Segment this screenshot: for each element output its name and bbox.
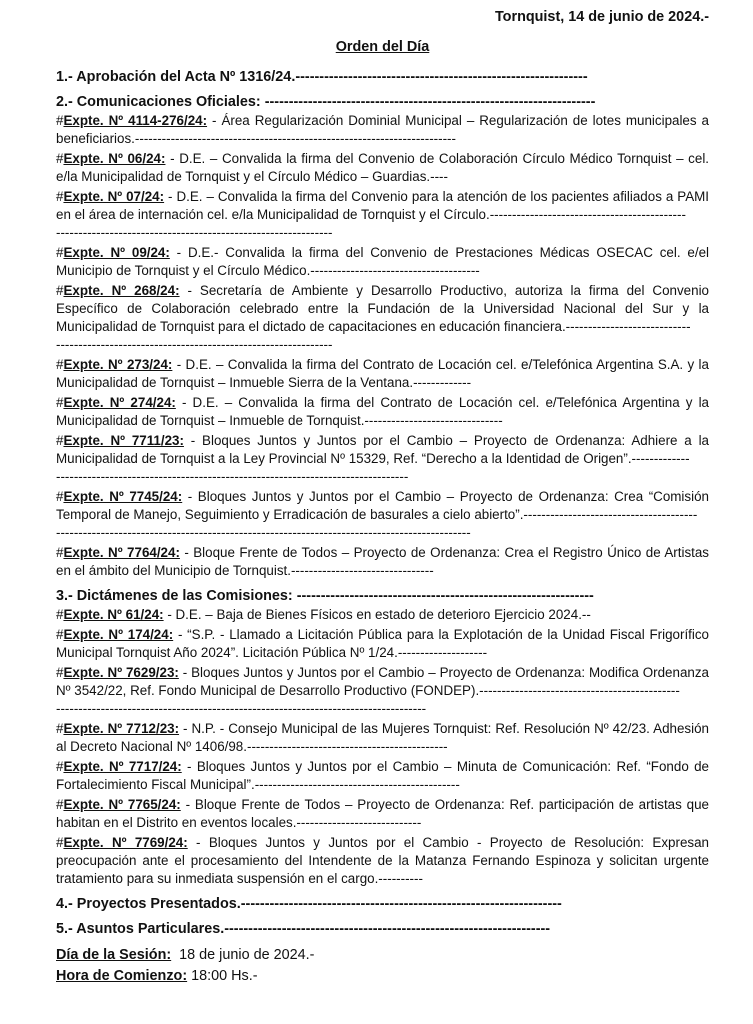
- hash-mark: #: [56, 151, 64, 166]
- agenda-entry: [56, 626, 709, 662]
- expediente-ref: Expte. Nº 07/24:: [63, 189, 165, 204]
- start-time-line: [56, 966, 709, 987]
- entry-text: - Bloques Juntos y Juntos por el Cambio – Proyecto de Ordenanza: Crea “Comisión Temporal de Manejo, Seguimiento y Erradicación de basurales a cielo abierto”.---------------------------------------: [56, 489, 709, 522]
- agenda-entry: [56, 244, 709, 280]
- entry-text: - “S.P. - Llamado a Licitación Pública para la Explotación de la Unidad Fiscal Frigorífico Municipal Tornquist Año 2024”. Licitación Pública Nº 1/24.--------------------: [56, 627, 709, 660]
- session-info: [56, 945, 709, 987]
- hash-mark: #: [56, 489, 64, 504]
- agenda-entry: [56, 796, 709, 832]
- agenda-entry: [56, 544, 709, 580]
- expediente-ref: Expte. Nº 7711/23:: [63, 433, 184, 448]
- hash-mark: #: [56, 627, 64, 642]
- hash-mark: #: [56, 283, 64, 298]
- hash-mark: #: [56, 665, 64, 680]
- section-heading: 1.- Aprobación del Acta Nº 1316/24.-------------------------------------------------------------: [56, 69, 588, 85]
- expediente-ref: Expte. Nº 7717/24:: [63, 759, 182, 774]
- expediente-ref: Expte. Nº 274/24:: [63, 395, 176, 410]
- document-date: Tornquist, 14 de junio de 2024.-: [494, 9, 709, 25]
- section-heading: 3.- Dictámenes de las Comisiones: --------------------------------------------------------------: [56, 588, 594, 604]
- agenda-entry: [56, 432, 709, 486]
- dash-filler-line: --------------------------------------------------------------: [56, 337, 333, 352]
- hash-mark: #: [56, 721, 64, 736]
- session-date-line: [56, 945, 709, 966]
- session-date-value: 18 de junio de 2024.-: [171, 947, 315, 963]
- entry-text: - N.P. - Consejo Municipal de las Mujeres Tornquist: Ref. Resolución Nº 42/23. Adhesión al Decreto Nacional Nº 1406/98.---------------------------------------------: [56, 721, 709, 754]
- agenda-entry: [56, 188, 709, 242]
- agenda-entry: [56, 356, 709, 392]
- section-heading: 4.- Proyectos Presentados.-------------------------------------------------------------------: [56, 896, 562, 912]
- expediente-ref: Expte. Nº 7765/24:: [63, 797, 181, 812]
- agenda-entry: [56, 282, 709, 354]
- entry-text: - D.E. – Convalida la firma del Contrato de Locación cel. e/Telefónica Argentina y la Municipalidad de Tornquist – Inmueble de Tornquist.-------------------------------: [56, 395, 709, 428]
- expediente-ref: Expte. Nº 7712/23:: [63, 721, 180, 736]
- hash-mark: #: [56, 189, 64, 204]
- entry-text: - D.E. – Convalida la firma del Convenio para la atención de los pacientes afiliados a PAMI en el área de internación cel. e/la Municipalidad de Tornquist y el Círculo.--------------------------------------------: [56, 189, 709, 222]
- agenda-entry: [56, 488, 709, 542]
- hash-mark: #: [56, 797, 64, 812]
- dash-filler-line: ---------------------------------------------------------------------------------------------: [56, 525, 471, 540]
- expediente-ref: Expte. Nº 7764/24:: [63, 545, 180, 560]
- agenda-section: [56, 587, 709, 888]
- agenda-section: [56, 68, 709, 86]
- expediente-ref: Expte. Nº 7745/24:: [63, 489, 183, 504]
- dash-filler-line: --------------------------------------------------------------: [56, 225, 333, 240]
- start-time-value: 18:00 Hs.-: [187, 968, 258, 984]
- dash-filler-line: -------------------------------------------------------------------------------: [56, 469, 409, 484]
- document-title: Orden del Día: [335, 39, 430, 55]
- agenda-section: [56, 93, 709, 580]
- agenda-section: [56, 920, 709, 938]
- agenda-entry: [56, 112, 709, 148]
- agenda-sections: [56, 68, 709, 938]
- hash-mark: #: [56, 545, 64, 560]
- expediente-ref: Expte. Nº 174/24:: [63, 627, 174, 642]
- session-date-label: Día de la Sesión:: [56, 947, 172, 963]
- expediente-ref: Expte. Nº 4114-276/24:: [63, 113, 208, 128]
- entry-text: - Bloques Juntos y Juntos por el Cambio – Proyecto de Ordenanza: Modifica Ordenanza Nº 3542/22, Ref. Fondo Municipal de Desarrollo Productivo (FONDEP).---------------------------------------------: [56, 665, 709, 698]
- start-time-label: Hora de Comienzo:: [56, 968, 188, 984]
- hash-mark: #: [56, 433, 64, 448]
- hash-mark: #: [56, 607, 64, 622]
- expediente-ref: Expte. Nº 268/24:: [63, 283, 180, 298]
- entry-text: - Bloques Juntos y Juntos por el Cambio – Minuta de Comunicación: Ref. “Fondo de Fortalecimiento Fiscal Municipal”.----------------------------------------------: [56, 759, 709, 792]
- agenda-section: [56, 895, 709, 913]
- agenda-entry: [56, 720, 709, 756]
- expediente-ref: Expte. Nº 7629/23:: [63, 665, 179, 680]
- expediente-ref: Expte. Nº 06/24:: [63, 151, 166, 166]
- entry-text: - D.E. – Convalida la firma del Convenio de Colaboración Círculo Médico Tornquist – cel. e/la Municipalidad de Tornquist y el Círculo Médico – Guardias.----: [56, 151, 710, 184]
- entry-text: - D.E. – Convalida la firma del Contrato de Locación cel. e/Telefónica Argentina S.A. y la Municipalidad de Tornquist – Inmueble Sierra de la Ventana.-------------: [56, 357, 709, 390]
- agenda-entry: [56, 150, 709, 186]
- hash-mark: #: [56, 395, 64, 410]
- entry-text: - Secretaría de Ambiente y Desarrollo Productivo, autoriza la firma del Convenio Específico de Colaboración celebrado entre la Fundación de la Universidad Nacional del Sur y la Municipalidad de Tornquist para el dictado de capacitaciones en educación financiera.----------------------------: [56, 283, 709, 334]
- entry-text: - D.E.- Convalida la firma del Convenio de Prestaciones Médicas OSECAC cel. e/el Municipio de Tornquist y el Círculo Médico.--------------------------------------: [56, 245, 709, 278]
- entry-text: - Bloque Frente de Todos – Proyecto de Ordenanza: Ref. participación de artistas que habitan en el Distrito en eventos locales.----------------------------: [56, 797, 709, 830]
- hash-mark: #: [56, 357, 64, 372]
- entry-text: - D.E. – Baja de Bienes Físicos en estado de deterioro Ejercicio 2024.--: [163, 607, 591, 622]
- hash-mark: #: [56, 113, 64, 128]
- section-heading: 5.- Asuntos Particulares.--------------------------------------------------------------------: [56, 921, 551, 937]
- hash-mark: #: [56, 245, 64, 260]
- entry-text: - Bloques Juntos y Juntos por el Cambio – Proyecto de Ordenanza: Adhiere a la Municipalidad de Tornquist a la Ley Provincial Nº 15329, Ref. “Derecho a la Identidad de Origen”.-------------: [56, 433, 709, 466]
- agenda-entry: [56, 664, 709, 718]
- agenda-entry: [56, 394, 709, 430]
- expediente-ref: Expte. Nº 7769/24:: [63, 835, 188, 850]
- agenda-entry: [56, 834, 709, 888]
- expediente-ref: Expte. Nº 09/24:: [63, 245, 170, 260]
- hash-mark: #: [56, 759, 64, 774]
- agenda-entry: [56, 758, 709, 794]
- agenda-entry: [56, 606, 709, 624]
- expediente-ref: Expte. Nº 273/24:: [63, 357, 173, 372]
- entry-text: - Área Regularización Dominial Municipal – Regularización de lotes municipales a beneficiarios.------------------------------------------------------------------------: [56, 113, 709, 146]
- hash-mark: #: [56, 835, 64, 850]
- expediente-ref: Expte. Nº 61/24:: [63, 607, 164, 622]
- entry-text: - Bloque Frente de Todos – Proyecto de Ordenanza: Crea el Registro Único de Artistas en el ámbito del Municipio de Tornquist.--------------------------------: [56, 545, 710, 578]
- dash-filler-line: -----------------------------------------------------------------------------------: [56, 701, 427, 716]
- entry-text: - Bloques Juntos y Juntos por el Cambio - Proyecto de Resolución: Expresan preocupación ante el procesamiento del Intendente de la Matanza Fernando Espinoza y solicitan urgente tratamiento para su inmediata suspensión en el cargo.----------: [56, 835, 709, 886]
- section-heading: 2.- Comunicaciones Oficiales: ---------------------------------------------------------------------: [56, 94, 596, 110]
